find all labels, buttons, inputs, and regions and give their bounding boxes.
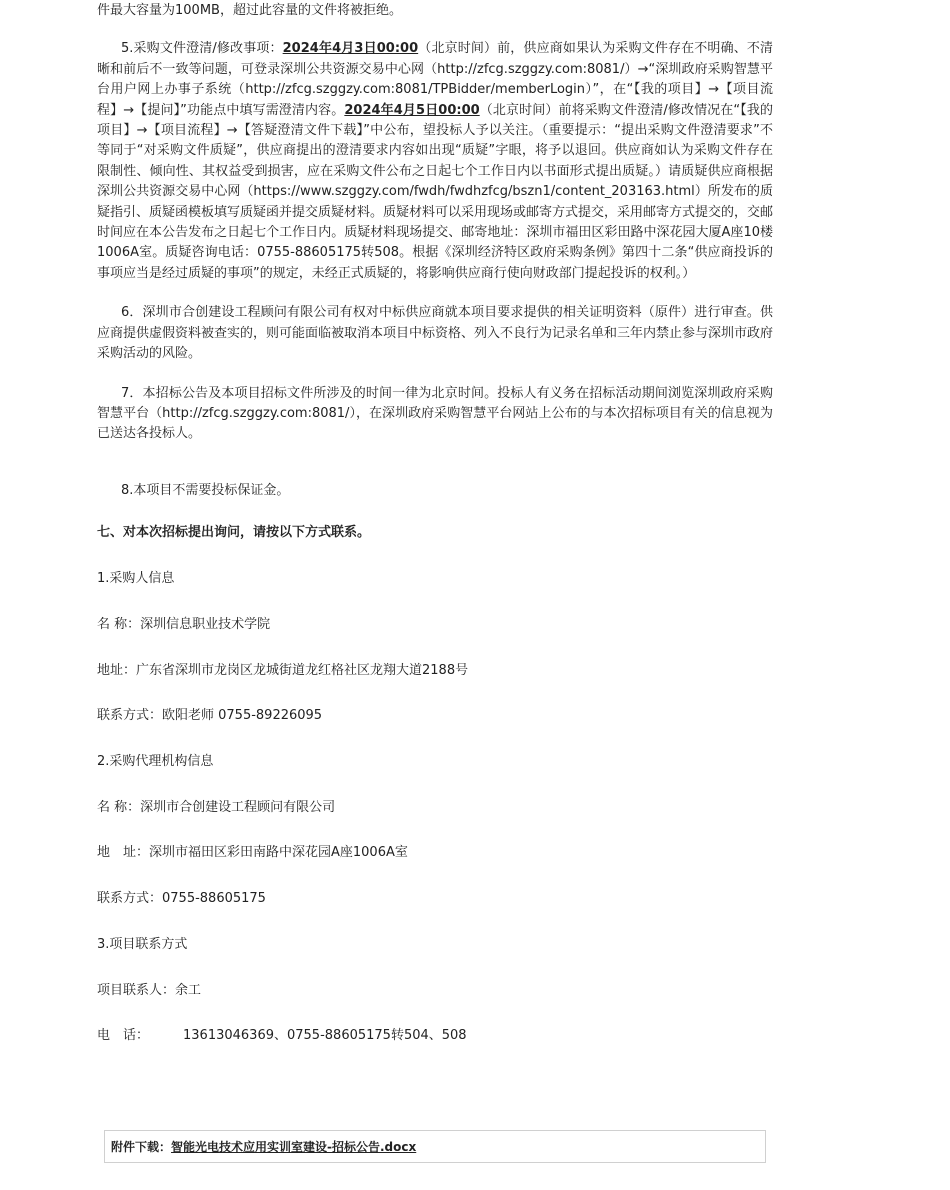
purchaser-address: 地址：广东省深圳市龙岗区龙城街道龙红格社区龙翔大道2188号 <box>97 663 469 678</box>
purchaser-name: 名 称：深圳信息职业技术学院 <box>97 617 271 632</box>
publish-deadline: 2024年4月5日00:00 <box>344 102 480 118</box>
item-5-clarification <box>97 39 773 284</box>
phone-label: 电 话： <box>97 1028 150 1043</box>
project-contact-heading: 3.项目联系方式 <box>97 937 188 952</box>
clarification-deadline: 2024年4月3日00:00 <box>282 41 419 57</box>
agency-contact: 联系方式：0755-88605175 <box>97 891 266 906</box>
purchaser-contact: 联系方式：欧阳老师 0755-89226095 <box>97 708 323 723</box>
document-body <box>97 0 773 445</box>
item-5-text-2: （北京时间）前将采购文件澄清/修改情况在“【我的项目】→【项目流程】→【答疑澄清文件下载】”中公布，望投标人予以关注。（重要提示：“提出采购文件澄清要求”不等同于“对采购文件质疑”，供应商提出的澄清要求内容如出现“质疑”字眼，将予以退回。供应商如认为采购文件存在限制性、倾向性、其权益受到损害，应在采购文件公布之日起七个工作日内以书面形式提出质疑。）请质疑供应商根据深圳公共资源交易中心网（https://www.szggzy.com/fwdh/fwdhzfcg/bszn1/content_203163.html）所发布的质疑指引、质疑函模板填写质疑函并提交质疑材料。质疑材料可以采用现场或邮寄方式提交，采用邮寄方式提交的，交邮时间应在本公告发布之日起七个工作日内。质疑材料现场提交、邮寄地址：深圳市福田区彩田路中深花园大厦A座10楼1006A室。质疑咨询电话：0755-88605175转508。根据《深圳经济特区政府采购条例》第四十二条“供应商投诉的事项应当是经过质疑的事项”的规定，未经正式质疑的，将影响供应商行使向财政部门提起投诉的权利。） <box>97 102 774 281</box>
agency-name: 名 称：深圳市合创建设工程顾问有限公司 <box>97 800 336 815</box>
attachment-box <box>104 1130 766 1163</box>
agency-heading: 2.采购代理机构信息 <box>97 754 214 769</box>
item-7-timezone: 7．本招标公告及本项目招标文件所涉及的时间一律为北京时间。投标人有义务在招标活动期间浏览深圳政府采购智慧平台（http://zfcg.szggzy.com:8081/），在深圳政府采购智慧平台网站上公布的与本次招标项目有关的信息视为已送达各投标人。 <box>97 385 773 442</box>
attachment-label: 附件下载： <box>111 1140 172 1154</box>
item-5-prefix: 5.采购文件澄清/修改事项： <box>121 41 283 57</box>
attachment-download-link[interactable]: 智能光电技术应用实训室建设-招标公告.docx <box>171 1140 417 1154</box>
agency-address: 地 址：深圳市福田区彩田南路中深花园A座1006A室 <box>97 845 408 860</box>
project-contact-phone <box>97 1026 467 1046</box>
top-fragment: 件最大容量为100MB，超过此容量的文件将被拒绝。 <box>97 3 402 18</box>
item-6-verification: 6．深圳市合创建设工程顾问有限公司有权对中标供应商就本项目要求提供的相关证明资料（原件）进行审查。供应商提供虚假资料被查实的，则可能面临被取消本项目中标资格、列入不良行为记录名单和三年内禁止参与深圳市政府采购活动的风险。 <box>97 305 774 362</box>
section-7-heading: 七、对本次招标提出询问，请按以下方式联系。 <box>97 525 371 540</box>
purchaser-heading: 1.采购人信息 <box>97 571 175 586</box>
phone-value: 13613046369、0755-88605175转504、508 <box>183 1028 467 1043</box>
item-8-deposit: 8.本项目不需要投标保证金。 <box>121 483 290 498</box>
item-5-text-1: （北京时间）前，供应商如果认为采购文件存在不明确、不清晰和前后不一致等问题，可登录深圳公共资源交易中心网（http://zfcg.szggzy.com:8081/）→“深圳政府采购智慧平台用户网上办事子系统（http://zfcg.szggzy.com:8081/TPBidder/memberLogin）”，在“【我的项目】→【项目流程】→【提问】”功能点中填写需澄清内容。 <box>97 41 773 118</box>
project-contact-person: 项目联系人：余工 <box>97 983 202 998</box>
